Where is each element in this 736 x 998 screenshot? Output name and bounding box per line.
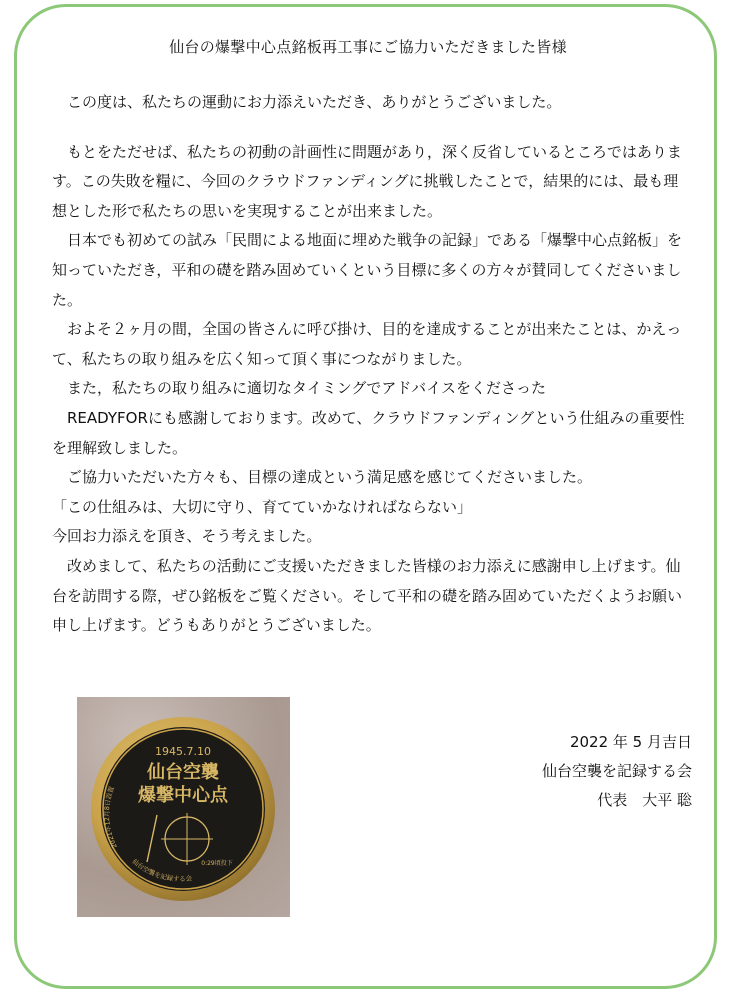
plaque-line2: 爆撃中心点 (138, 785, 228, 806)
signature-date: 2022 年 5 月吉日 (569, 733, 692, 751)
quote-line: 「この仕組みは、大切に守り、育てていかなければならない」 (52, 497, 473, 516)
plaque-org-text: 仙台空襲を記録する会 (130, 857, 193, 884)
plaque-photo (77, 697, 290, 917)
paragraph-4: およそ２ヶ月の間，全国の皆さんに呼び掛け、目的を達成することが出来たことは、かえって、私たちの取り組みを広く知って頂く事につながりました。 (52, 320, 682, 368)
plaque-time: 0:29頃投下 (201, 860, 233, 867)
signature-block (542, 728, 692, 815)
signature-name: 代表 大平 聡 (597, 791, 692, 809)
paragraph-3: 日本でも初めての試み「民間による地面に埋めた戦争の記録」である「爆撃中心点銘板」を知っていただき，平和の礎を踏み固めていくという目標に多くの方々が賛同してくださいました。 (52, 231, 683, 309)
letter-body (52, 88, 692, 641)
paragraph-1: この度は、私たちの運動にお力添えいただき、ありがとうございました。 (52, 93, 562, 111)
paragraph-8: 改めまして、私たちの活動にご支援いただきました皆様のお力添えに感謝申し上げます。仙台を訪問する際，ぜひ銘板をご覧ください。そして平和の礎を踏み固めていただくようお願い申し上げます。どうもありがとうございました。 (52, 556, 683, 635)
letter-title: 仙台の爆撃中心点銘板再工事にご協力いただきました皆様 (169, 38, 567, 56)
paragraph-5: また，私たちの取り組みに適切なタイミングでアドバイスをくださった READYFORにも感謝しております。改めて、クラウドファンディングという仕組みの重要性を理解致しました。 (52, 379, 685, 457)
signature-org: 仙台空襲を記録する会 (541, 762, 692, 780)
plaque-illustration (77, 697, 290, 917)
paragraph-6: ご協力いただいた方々も、目標の達成という満足感を感じてくださいました。 (52, 468, 593, 487)
paragraph-2: もとをただせば、私たちの初動の計画性に問題があり，深く反省しているところではあります。この失敗を糧に、今回のクラウドファンディングに挑戦したことで，結果的には、最も理想とした形で私たちの思いを実現することが出来ました。 (52, 142, 682, 220)
paragraph-7: 今回お力添えを頂き、そう考えました。 (52, 527, 322, 546)
plaque-line1: 仙台空襲 (147, 762, 219, 783)
plaque-install-text: 2021年12月8日設置 (102, 785, 119, 850)
plaque-date: 1945.7.10 (155, 745, 211, 758)
